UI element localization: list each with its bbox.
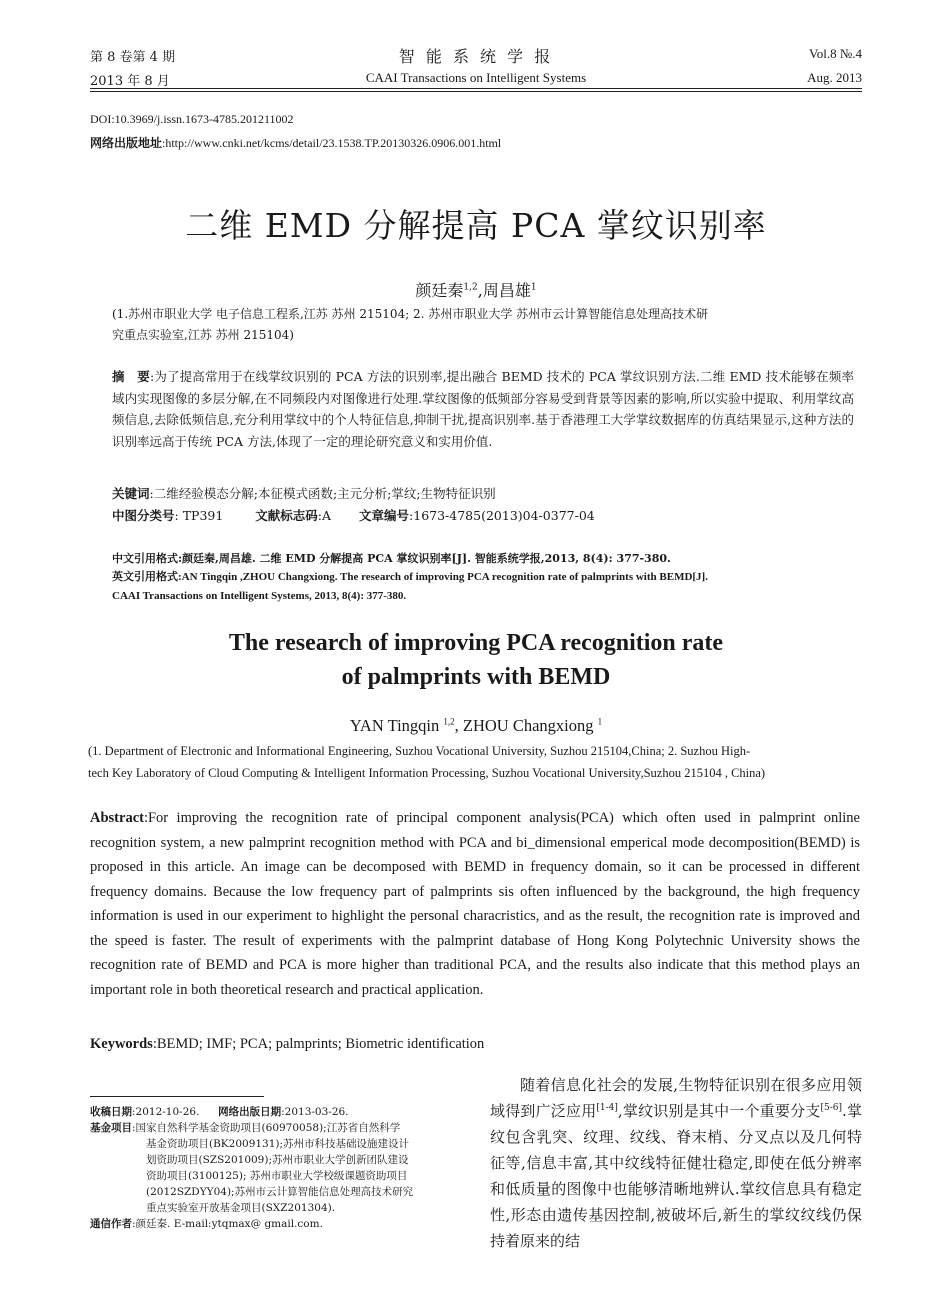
affiliation-en-line-2: tech Key Laboratory of Cloud Computing & Intelligent Information Processing, Suzhou Vocational University,Suzhou 215104 , China) <box>88 766 766 780</box>
article-number-value: :1673-4785(2013)04-0377-04 <box>409 508 595 523</box>
ref-5-6[interactable]: [5-6] <box>820 1103 843 1113</box>
fund-label: 基金项目 <box>90 1122 132 1134</box>
abstract-cn-text: :为了提高常用于在线掌纹识别的 PCA 方法的识别率,提出融合 BEMD 技术的 PCA 掌纹识别方法.二维 EMD 技术能够在频率域内实现图像的多层分解,在不同频段内对图像进行处理.掌纹图像的低频部分容易受到背景等因素的影响,所以实验中提取、利用掌纹高频信息,去除低频信息,充分利用掌纹中的个人特征信息,抑制干扰,提高识别率.基于香港理工大学掌纹数据库的仿真结果显示,这种方法的识别率远高于传统 PCA 方法,体现了一定的理论研究意义和实用价值. <box>112 369 854 449</box>
doc-code-label: 文献标志码 <box>255 508 318 523</box>
author-2-cn: 周昌雄 <box>482 281 531 300</box>
title-en-line-1: The research of improving PCA recognition rate <box>228 630 724 656</box>
title-cn: 二维 EMD 分解提高 PCA 掌纹识别率 <box>185 206 767 245</box>
fund-line-6: 重点实验室开放基金项目(SXZ201304). <box>146 1202 336 1214</box>
article-number-label: 文章编号 <box>359 508 410 523</box>
online-date-label: 网络出版日期 <box>218 1106 282 1118</box>
fund-line-4: 资助项目(3100125); 苏州市职业大学校级课题资助项目 <box>146 1170 408 1182</box>
clc-label: 中图分类号 <box>112 508 175 523</box>
citation-en-line-2: CAAI Transactions on Intelligent Systems, 2013, 8(4): 377-380. <box>112 590 407 602</box>
doc-code-value: :A <box>317 508 332 523</box>
affiliation-en-line-1: (1. Department of Electronic and Informational Engineering, Suzhou Vocational University, Suzhou 215104,China; 2. Suzhou High- <box>88 744 751 758</box>
corresponding-text: :颜廷秦. E-mail:ytqmax@ gmail.com. <box>132 1218 323 1230</box>
citation-cn: 中文引用格式:颜廷秦,周昌雄. 二维 EMD 分解提高 PCA 掌纹识别率[J]. 智能系统学报,2013, 8(4): 377-380. <box>112 552 671 565</box>
citation-en-line-1: 英文引用格式:AN Tingqin ,ZHOU Changxiong. The research of improving PCA recognition rate of palmprints with BEMD[J]. <box>112 571 708 583</box>
author-1-cn-sup: 1,2 <box>463 282 478 293</box>
header-rule-2 <box>90 91 862 92</box>
fund-line-2: 基金资助项目(BK2009131);苏州市科技基础设施建设计 <box>146 1138 410 1150</box>
authors-en <box>0 716 952 736</box>
keywords-cn-text: :二维经验模态分解;本征模式函数;主元分析;掌纹;生物特征识别 <box>149 486 496 501</box>
received-date: :2012-10-26. <box>132 1106 200 1118</box>
title-en-line-2: of palmprints with BEMD <box>341 664 611 690</box>
online-date: :2013-03-26. <box>281 1106 349 1118</box>
body-text-3: .掌纹包含乳突、纹理、纹线、脊末梢、分叉点以及几何特征等,信息丰富,其中纹线特征健壮稳定,即使在低分辨率和低质量的图像中也能够清晰地辨认.掌纹信息具有稳定性,形态由遗传基因控制,被破坏后,新生的掌纹纹线仍保持着原来的结 <box>490 1102 862 1250</box>
body-text-2: ,掌纹识别是其中一个重要分支 <box>617 1102 821 1120</box>
author-1-cn: 颜廷秦 <box>415 281 464 300</box>
body-text-1: 随着信息化社会的发展,生物特征识别在很多应用领域得到广泛应用 <box>490 1076 862 1120</box>
fund-line-5: (2012SZDYY04);苏州市云计算智能信息处理高技术研究 <box>146 1186 414 1198</box>
affiliation-en <box>88 740 868 784</box>
fund-line-1 <box>90 1120 470 1136</box>
classification <box>112 505 854 527</box>
author-2-cn-sup: 1 <box>530 282 537 293</box>
affiliation-cn <box>112 304 852 346</box>
ref-1-4[interactable]: [1-4] <box>596 1103 618 1113</box>
header-date-cn: 2013 年 8 月 <box>90 74 170 89</box>
doi: DOI:10.3969/j.issn.1673-4785.201211002 <box>90 112 294 126</box>
footnote <box>90 1104 470 1232</box>
author-sep-cn: , <box>477 281 483 300</box>
author-sep-en: , <box>454 716 463 735</box>
author-1-en: YAN Tingqin <box>349 716 440 735</box>
header-volume-en: Vol.8 №.4 <box>809 46 862 61</box>
citation <box>112 549 864 606</box>
online-address <box>90 134 501 151</box>
keywords-en <box>90 1032 860 1057</box>
corresponding-author <box>90 1216 470 1232</box>
header-rule <box>90 88 862 89</box>
fund-line-3: 划资助项目(SZS201009);苏州市职业大学创新团队建设 <box>146 1154 409 1166</box>
abstract-cn <box>112 366 854 452</box>
online-address-url[interactable]: :http://www.cnki.net/kcms/detail/23.1538.TP.20130326.0906.001.html <box>162 136 502 150</box>
author-2-en-sup: 1 <box>597 716 603 727</box>
keywords-en-text: :BEMD; IMF; PCA; palmprints; Biometric identification <box>152 1036 485 1052</box>
title-en <box>0 626 952 694</box>
abstract-en-text: :For improving the recognition rate of principal component analysis(PCA) which often used in palmprint online recognition system, a new palmprint recognition method with PCA and bi_dimensional emperical mode decomposition(BEMD) is proposed in this article. An image can be decomposed with BEMD in frequency domain, so it can be processed in different frequency domains. Because the low frequency part of palmprints sis often influenced by the background, the high frequency information is used in our experiment to highlight the personal characristics, and as the result, the recognition rate is improved and the speed is faster. The result of experiments with the palmprint database of Hong Kong Polytechnic University shows the recognition rate of BEMD and PCA is more higher than traditional PCA, and the results also indicate that this method plays an important role in both theoretical research and practical application. <box>90 810 860 998</box>
fund-text-1: :国家自然科学基金资助项目(60970058);江苏省自然科学 <box>132 1122 401 1134</box>
header-volume-cn: 第 8 卷第 4 期 <box>90 50 176 65</box>
header-date-en: Aug. 2013 <box>807 70 862 85</box>
author-1-en-sup: 1,2 <box>443 716 455 727</box>
received-label: 收稿日期 <box>90 1106 132 1118</box>
affiliation-cn-line-1: (1.苏州市职业大学 电子信息工程系,江苏 苏州 215104; 2. 苏州市职业大学 苏州市云计算智能信息处理高技术研 <box>112 307 709 321</box>
body-paragraph <box>490 1072 862 1254</box>
online-address-label: 网络出版地址 <box>90 136 163 150</box>
footnote-rule <box>90 1096 264 1097</box>
keywords-cn-label: 关键词 <box>112 486 150 501</box>
author-2-en: ZHOU Changxiong <box>462 716 594 735</box>
abstract-en-label: Abstract <box>90 810 144 826</box>
footnote-dates <box>90 1104 470 1120</box>
affiliation-cn-line-2: 究重点实验室,江苏 苏州 215104) <box>112 328 294 342</box>
abstract-en <box>90 806 860 1002</box>
corresponding-label: 通信作者 <box>90 1218 132 1230</box>
authors-cn <box>0 278 952 301</box>
header-journal-en: CAAI Transactions on Intelligent Systems <box>365 70 587 85</box>
abstract-cn-label: 摘 要 <box>112 369 150 384</box>
clc-value: : TP391 <box>174 508 224 523</box>
keywords-cn <box>112 483 854 505</box>
header-journal-cn: 智 能 系 统 学 报 <box>398 47 554 66</box>
keywords-en-label: Keywords <box>90 1036 153 1052</box>
